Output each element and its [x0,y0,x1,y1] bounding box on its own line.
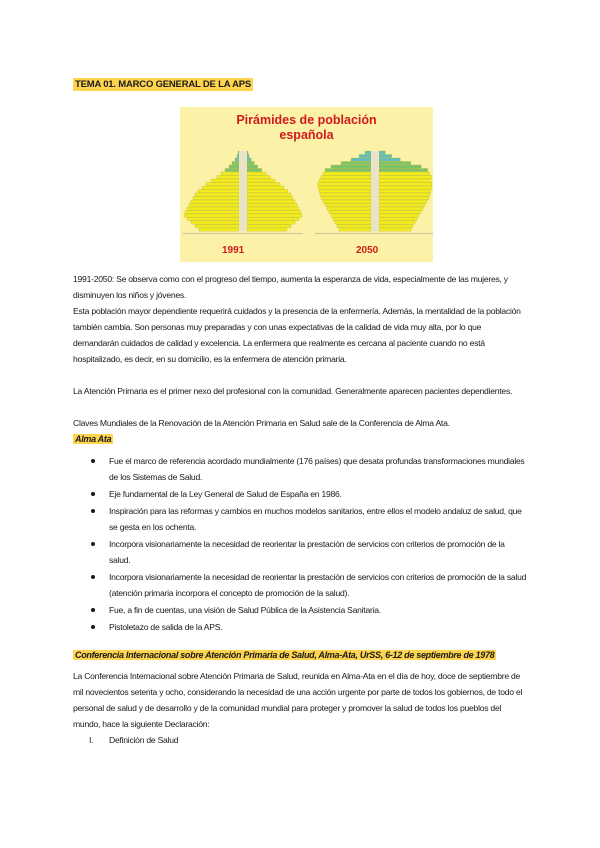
pyramid-2050-bar-left [321,197,371,200]
pyramid-1991-bar-left [217,176,239,179]
pyramid-2050-bar-right [379,165,421,168]
pyramid-2050-bar-left [325,169,371,172]
pyramid-2050-bar-right [379,162,411,165]
pyramid-1991-bar-right [247,225,291,228]
paragraph-3: La Atención Primaria es el primer nexo del profesional con la comunidad. Generalmente aparecen pacientes dependientes. [73,386,513,396]
pyramid-2050-bar-right [379,228,411,231]
pyramid-2050-bar-left [325,204,371,207]
ordered-list-item [89,735,178,745]
pyramid-2050-bar-left [331,214,371,217]
pyramid-1991-bar-right [247,211,301,214]
pyramid-1991-bar-left [198,190,239,193]
pyramid-2050-bar-left [329,211,371,214]
pyramid-1991-bar-left [238,151,239,154]
subheading-alma-ata: Alma Ata [75,434,112,444]
pyramid-1991-bar-left [187,218,239,221]
list-item-text: Incorpora visionariamente la necesidad de reorientar la prestación de servicios con criterios de promoción de la salud (atención primaria incorpora el concepto de promoción de la salud). [109,572,527,598]
pyramid-2050-bar-right [379,158,400,161]
pyramid-1991-bar-right [247,193,291,196]
list-item-text: Definición de Salud [109,735,179,745]
list-item [73,569,528,601]
paragraph-1: 1991-2050: Se observa como con el progreso del tiempo, aumenta la esperanza de vida, especialmente de las mujeres, y disminuyen los niños y jóvenes. [73,274,508,300]
pyramid-1991-bar-right [247,221,295,224]
pyramid-2050-bar-left [323,172,371,175]
pyramid-1991-bar-left [184,214,239,217]
pyramid-1991-bar-left [195,225,239,228]
list-item-text: Fue, a fin de cuentas, una visión de Salud Pública de la Asistencia Sanitaria. [109,605,381,615]
pyramid-2050-bar-right [379,200,427,203]
pyramid-2050-bar-right [379,218,417,221]
pyramid-1991-bar-left [202,186,239,189]
list-item-text: Eje fundamental de la Ley General de Salud de España en 1986. [109,489,342,499]
pyramid-2050-bar-left [331,165,371,168]
pyramid-1991-bar-left [237,155,239,158]
pyramid-1991-bar-left [185,211,239,214]
pyramid-1991-bar-left [225,169,239,172]
pyramid-1991-bar-right [247,183,280,186]
list-number: I. [89,735,94,745]
bullet-icon [91,625,95,629]
pyramid-2050-bar-left [321,176,371,179]
list-item [73,602,528,618]
pyramid-2050-bar-right [379,207,423,210]
pyramid-1991-bar-right [247,197,293,200]
list-item-text: Pistoletazo de salida de la APS. [109,622,223,632]
pyramid-1991-bar-right [247,186,284,189]
pyramid-2050-bar-left [333,218,371,221]
pyramid-2050-bar-left [318,186,371,189]
pyramid-2050-bar-left [318,183,371,186]
pyramid-1991-bar-left [193,197,239,200]
paragraph-2: Esta población mayor dependiente requerirá cuidados y la presencia de la enfermería. Además, la mentalidad de la población también cambia. Son personas muy preparadas y con unas expectativas de la calidad de vida muy alta, por lo que demandarán cuidados de calidad y excelencia. La enfermera que realmente es cercana al paciente cuando no está hospitalizado, es decir, en su domicilio, es la enfermera de atención primaria. [73,306,521,364]
pyramid-2050-bar-left [339,228,371,231]
pyramid-2050-bar-right [379,176,432,179]
pyramid-2050-bar-right [379,172,430,175]
paragraph-4: Claves Mundiales de la Renovación de la Atención Primaria en Salud sale de la Conferencia de Alma Ata. [73,418,450,428]
pyramid-1991-bar-left [221,172,239,175]
pyramid-1991-bar-left [199,228,239,231]
pyramid-1991-bar-left [191,200,239,203]
figure-title-line1: Pirámides de población [236,113,377,127]
list-item [73,486,528,502]
list-item [73,453,528,485]
pyramid-2050-bar-right [379,183,432,186]
pyramid-2050-age-axis [371,151,379,232]
pyramid-2050-bar-right [379,221,415,224]
pyramid-2050-bar-left [351,158,371,161]
pyramid-2050-bar-right [379,169,428,172]
list-item-text: Inspiración para las reformas y cambios en muchos modelos sanitarios, entre ellos el modelo andaluz de salud, que se gesta en los ochenta. [109,506,522,532]
pyramid-2050-bar-right [379,190,431,193]
year-right-label: 2050 [356,245,379,256]
population-pyramid-figure [180,107,433,262]
bullet-icon [91,608,95,612]
pyramid-1991-bar-right [247,158,251,161]
pyramid-1991-bar-right [247,169,262,172]
pyramid-1991-bar-right [247,204,297,207]
pyramid-1991-bar-left [232,162,239,165]
pyramid-2050-bar-right [379,179,431,182]
pyramid-2050-bar-right [379,214,419,217]
pyramid-2050-bar-left [320,193,371,196]
pyramid-1991-bar-right [247,218,299,221]
pyramid-2050-bar-left [337,225,371,228]
figure-title-line2: española [279,128,334,142]
pyramid-2050-bar-right [379,204,425,207]
pyramid-1991-bar-right [247,172,266,175]
list-item-text: Fue el marco de referencia acordado mundialmente (176 países) que desata profundas transformaciones mundiales de los Sistemas de Salud. [109,456,525,482]
list-item-text: Incorpora visionariamente la necesidad de reorientar la prestación de servicios con criterios de promoción de la salud. [109,539,505,565]
pyramid-1991-bar-right [247,200,295,203]
pyramid-2050-bar-left [359,155,371,158]
bullet-icon [91,509,95,513]
list-item [73,536,528,568]
pyramid-1991-bar-right [247,214,302,217]
pyramid-1991-bar-left [206,183,239,186]
pyramid-2050-bar-left [335,221,371,224]
pyramid-1991-bar-left [187,207,239,210]
pyramid-2050-bar-left [341,162,371,165]
page-title: TEMA 01. MARCO GENERAL DE LA APS [75,79,252,90]
pyramid-1991-bar-left [229,165,239,168]
bullet-icon [91,492,95,496]
pyramid-1991-bar-right [247,179,275,182]
pyramid-2050-bar-right [379,193,430,196]
bullet-icon [91,575,95,579]
pyramid-1991-bar-right [247,155,249,158]
pyramid-1991-bar-left [189,204,239,207]
paragraph-5: La Conferencia Internacional sobre Atención Primaria de Salud, reunida en Alma-Ata en el día de hoy, doce de septiembre de mil novecientos setenta y ocho, considerando la necesidad de una acción urgente por parte de todos los gobiernos, de todo el personal de salud y de desarrollo y de la comunidad mundial para proteger y promover la salud de todos los pueblos del mundo, hace la siguiente Declaración: [73,671,523,729]
subheading-conference: Conferencia Internacional sobre Atención Primaria de Salud, Alma-Ata, UrSS, 6-12 de septiembre de 1978 [75,650,495,660]
pyramid-1991-bar-right [247,190,288,193]
bullet-icon [91,459,95,463]
pyramid-2050-bar-right [379,211,421,214]
pyramid-1991-bar-right [247,176,270,179]
pyramid-graphic [180,107,433,262]
bullet-list [73,453,528,636]
bullet-icon [91,542,95,546]
pyramid-1991-bar-right [247,162,254,165]
pyramid-1991-age-axis [239,151,247,232]
pyramid-1991-bar-left [235,158,239,161]
list-item [73,503,528,535]
pyramid-1991-bar-left [195,193,239,196]
pyramid-2050-bar-right [379,151,385,154]
year-left-label: 1991 [222,245,245,256]
pyramid-2050-bar-right [379,186,432,189]
pyramid-2050-bar-right [379,197,429,200]
pyramid-2050-bar-left [365,151,371,154]
pyramid-2050-bar-left [323,200,371,203]
pyramid-2050-bar-left [319,179,371,182]
list-item [73,619,528,635]
pyramid-2050-bar-right [379,225,413,228]
pyramid-2050-bar-left [327,207,371,210]
pyramid-2050-bar-left [319,190,371,193]
pyramid-2050-bar-right [379,155,392,158]
pyramid-1991-bar-left [191,221,239,224]
pyramid-1991-bar-left [211,179,239,182]
pyramid-1991-bar-right [247,207,299,210]
pyramid-1991-bar-right [247,151,248,154]
pyramid-1991-bar-right [247,228,287,231]
pyramid-1991-bar-right [247,165,258,168]
